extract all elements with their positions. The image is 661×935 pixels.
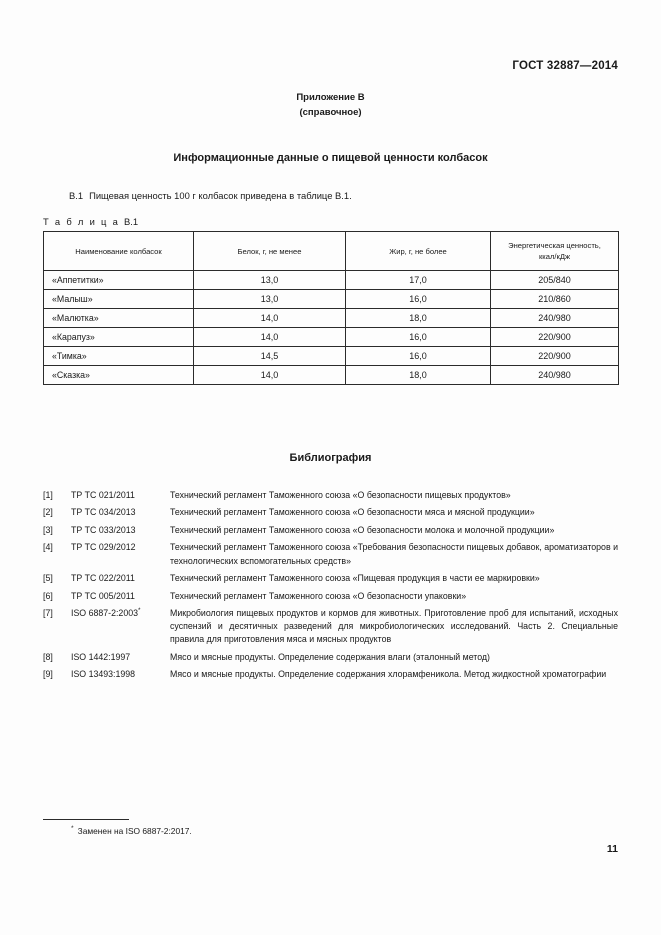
cell-energy: 210/860	[491, 290, 619, 309]
entry-description: Технический регламент Таможенного союза «О безопасности упаковки»	[170, 590, 467, 601]
entry-code	[71, 590, 170, 603]
column-header-energy-line1: Энергетическая ценность,	[508, 241, 601, 250]
table-row	[44, 366, 619, 385]
cell-protein: 13,0	[194, 271, 346, 290]
entry-description: Технический регламент Таможенного союза «Требования безопасности пищевых добавок, ароматизаторов и технологических вспомогательных средств»	[170, 542, 618, 566]
bibliography-entry	[43, 541, 618, 567]
annex-heading	[0, 90, 661, 120]
page-number: 11	[606, 843, 618, 855]
entry-code-text: ТР ТС 005/2011	[71, 590, 135, 601]
footnote-separator	[43, 819, 129, 820]
entry-index: [8]	[43, 651, 53, 662]
entry-description: Микробиология пищевых продуктов и кормов для животных. Приготовление проб для испытаний, исходных суспензий и десятичных разведений для микробиологических исследований. Часть 2. Специальные правила для приготовления мяса и мясных продуктов	[170, 608, 618, 645]
entry-code-text: ISO 6887-2:2003	[71, 608, 139, 618]
annex-intro-paragraph	[69, 190, 352, 201]
nutrition-table	[43, 231, 619, 385]
bibliography-entry	[43, 668, 618, 681]
table-row	[44, 290, 619, 309]
entry-index: [5]	[43, 573, 53, 584]
annex-title: Информационные данные о пищевой ценности колбасок	[173, 152, 488, 164]
entry-code	[71, 651, 170, 664]
entry-description: Технический регламент Таможенного союза «О безопасности мяса и мясной продукции»	[170, 507, 535, 518]
bibliography-entry	[43, 524, 618, 537]
table-row	[44, 271, 619, 290]
bibliography-entry	[43, 506, 618, 519]
bibliography-entry	[43, 489, 618, 502]
column-header-energy-line2: ккал/кДж	[538, 252, 571, 261]
entry-description: Технический регламент Таможенного союза «О безопасности молока и молочной продукции»	[170, 524, 555, 535]
entry-code-text: ТР ТС 021/2011	[71, 490, 135, 500]
column-header-name: Наименование колбасок	[44, 232, 194, 271]
cell-energy: 220/900	[491, 328, 619, 347]
cell-fat: 16,0	[346, 347, 491, 366]
cell-name: «Малютка»	[44, 309, 194, 328]
entry-code	[71, 506, 170, 519]
footnote	[71, 826, 192, 836]
cell-name: «Карапуз»	[44, 328, 194, 347]
table-caption	[43, 216, 138, 227]
annex-kind: (справочное)	[299, 107, 362, 118]
cell-fat: 18,0	[346, 309, 491, 328]
entry-code	[71, 668, 170, 681]
table-header-row	[44, 232, 619, 271]
column-header-protein: Белок, г, не менее	[194, 232, 346, 271]
cell-name: «Малыш»	[44, 290, 194, 309]
cell-name: «Сказка»	[44, 366, 194, 385]
bibliography-title: Библиография	[289, 452, 372, 464]
table-caption-id: В.1	[124, 216, 139, 227]
bibliography-list	[43, 489, 618, 686]
entry-code-text: ТР ТС 033/2013	[71, 524, 136, 535]
entry-description: Технический регламент Таможенного союза «О безопасности пищевых продуктов»	[170, 490, 511, 500]
bibliography-entry	[43, 651, 618, 664]
footnote-text: Заменен на ISO 6887-2:2017.	[77, 826, 192, 836]
table-caption-label: Т а б л и ц а	[43, 216, 120, 227]
entry-index: [2]	[43, 507, 53, 518]
cell-protein: 14,0	[194, 366, 346, 385]
cell-fat: 16,0	[346, 290, 491, 309]
cell-energy: 220/900	[491, 347, 619, 366]
cell-energy: 240/980	[491, 366, 619, 385]
entry-code	[71, 541, 170, 554]
entry-code	[71, 607, 170, 620]
cell-energy: 240/980	[491, 309, 619, 328]
cell-protein: 14,0	[194, 328, 346, 347]
annex-label: Приложение В	[296, 92, 365, 103]
cell-fat: 16,0	[346, 328, 491, 347]
entry-description: Технический регламент Таможенного союза «Пищевая продукция в части ее маркировки»	[170, 573, 540, 584]
bibliography-entry	[43, 607, 618, 646]
column-header-energy	[491, 232, 619, 271]
entry-index: [9]	[43, 669, 53, 680]
cell-protein: 14,0	[194, 309, 346, 328]
entry-code	[71, 489, 170, 502]
entry-code-text: ТР ТС 029/2012	[71, 542, 136, 553]
entry-code-text: ТР ТС 034/2013	[71, 507, 136, 518]
bibliography-entry	[43, 590, 618, 603]
entry-code-text: ISO 13493:1998	[71, 669, 136, 680]
cell-name: «Аппетитки»	[44, 271, 194, 290]
entry-description: Мясо и мясные продукты. Определение содержания хлорамфеникола. Метод жидкостной хроматографии	[170, 669, 607, 680]
cell-protein: 13,0	[194, 290, 346, 309]
table-body	[44, 271, 619, 385]
bibliography-entry	[43, 572, 618, 585]
cell-energy: 205/840	[491, 271, 619, 290]
entry-index: [7]	[43, 608, 53, 618]
entry-code-text: ISO 1442:1997	[71, 651, 131, 662]
entry-code	[71, 524, 170, 537]
entry-index: [6]	[43, 590, 53, 601]
cell-fat: 18,0	[346, 366, 491, 385]
entry-code	[71, 572, 170, 585]
cell-name: «Тимка»	[44, 347, 194, 366]
table-row	[44, 347, 619, 366]
cell-fat: 17,0	[346, 271, 491, 290]
entry-code-note: *	[138, 607, 141, 615]
table-row	[44, 328, 619, 347]
entry-code-text: ТР ТС 022/2011	[71, 573, 135, 584]
entry-description: Мясо и мясные продукты. Определение содержания влаги (эталонный метод)	[170, 651, 490, 662]
cell-protein: 14,5	[194, 347, 346, 366]
standard-header: ГОСТ 32887—2014	[512, 60, 618, 72]
entry-index: [3]	[43, 524, 53, 535]
table-row	[44, 309, 619, 328]
annex-intro-number: В.1	[69, 190, 84, 201]
footnote-marker: *	[71, 825, 74, 833]
table-header	[44, 232, 619, 271]
entry-index: [4]	[43, 542, 53, 553]
annex-intro-text: Пищевая ценность 100 г колбасок приведена в таблице В.1.	[89, 190, 352, 201]
entry-index: [1]	[43, 490, 53, 500]
column-header-fat: Жир, г, не более	[346, 232, 491, 271]
